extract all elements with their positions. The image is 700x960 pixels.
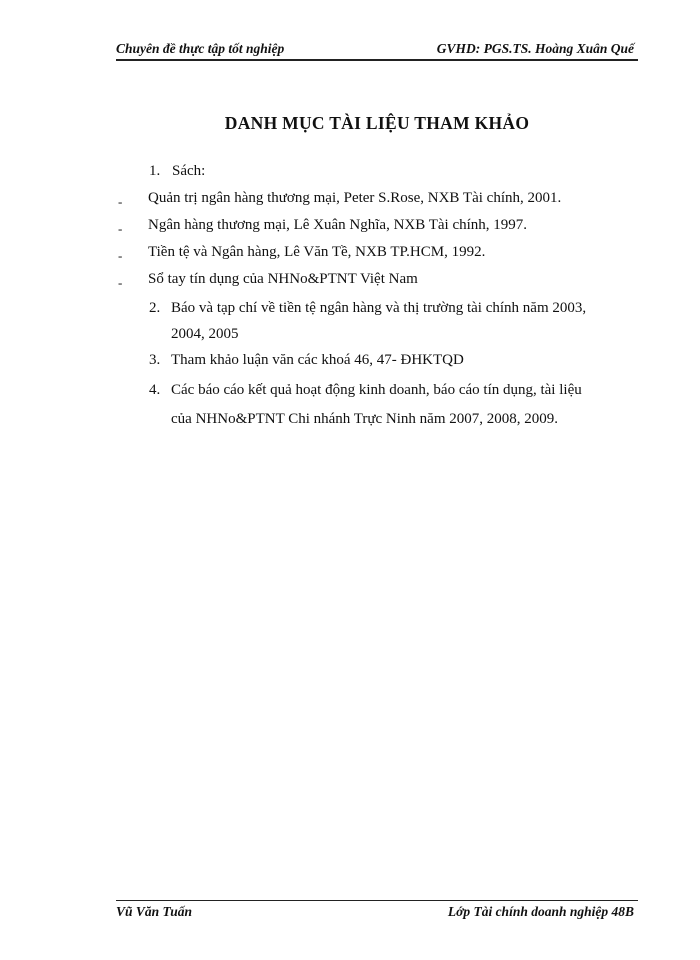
- header-left-text: Chuyên đề thực tập tốt nghiệp: [116, 41, 285, 56]
- section-1-number: 1.: [149, 163, 161, 179]
- section-2-number: 2.: [149, 300, 161, 316]
- list-bullet: -: [118, 221, 123, 236]
- page-footer: [116, 900, 638, 923]
- footer-right-text: Lớp Tài chính doanh nghiệp 48B: [447, 904, 634, 919]
- list-item: Sổ tay tín dụng của NHNo&PTNT Việt Nam: [148, 271, 418, 287]
- section-3-number: 3.: [149, 352, 161, 368]
- header-right-text: GVHD: PGS.TS. Hoàng Xuân Quế: [436, 41, 634, 56]
- section-2-line-1: Báo và tạp chí về tiền tệ ngân hàng và thị trường tài chính năm 2003,: [171, 300, 587, 316]
- list-item: Ngân hàng thương mại, Lê Xuân Nghĩa, NXB Tài chính, 1997.: [148, 217, 528, 233]
- list-bullet: -: [118, 275, 123, 290]
- section-1-label: Sách:: [172, 163, 206, 179]
- footer-left-text: Vũ Văn Tuấn: [116, 904, 193, 919]
- section-4-line-1: Các báo cáo kết quả hoạt động kinh doanh, báo cáo tín dụng, tài liệu: [171, 382, 582, 398]
- section-4-line-2: của NHNo&PTNT Chi nhánh Trực Ninh năm 2007, 2008, 2009.: [171, 411, 559, 427]
- list-item: Quản trị ngân hàng thương mại, Peter S.Rose, NXB Tài chính, 2001.: [148, 190, 562, 206]
- list-bullet: -: [118, 248, 123, 263]
- page-header: [116, 37, 638, 61]
- section-4-number: 4.: [149, 382, 161, 398]
- section-2-line-2: 2004, 2005: [171, 326, 239, 342]
- list-item: Tiền tệ và Ngân hàng, Lê Văn Tề, NXB TP.HCM, 1992.: [148, 244, 486, 260]
- list-bullet: -: [118, 194, 123, 209]
- page-title: DANH MỤC TÀI LIỆU THAM KHẢO: [224, 113, 530, 133]
- section-1-heading: [149, 163, 205, 180]
- section-3-text: Tham khảo luận văn các khoá 46, 47- ĐHKTQD: [171, 352, 464, 368]
